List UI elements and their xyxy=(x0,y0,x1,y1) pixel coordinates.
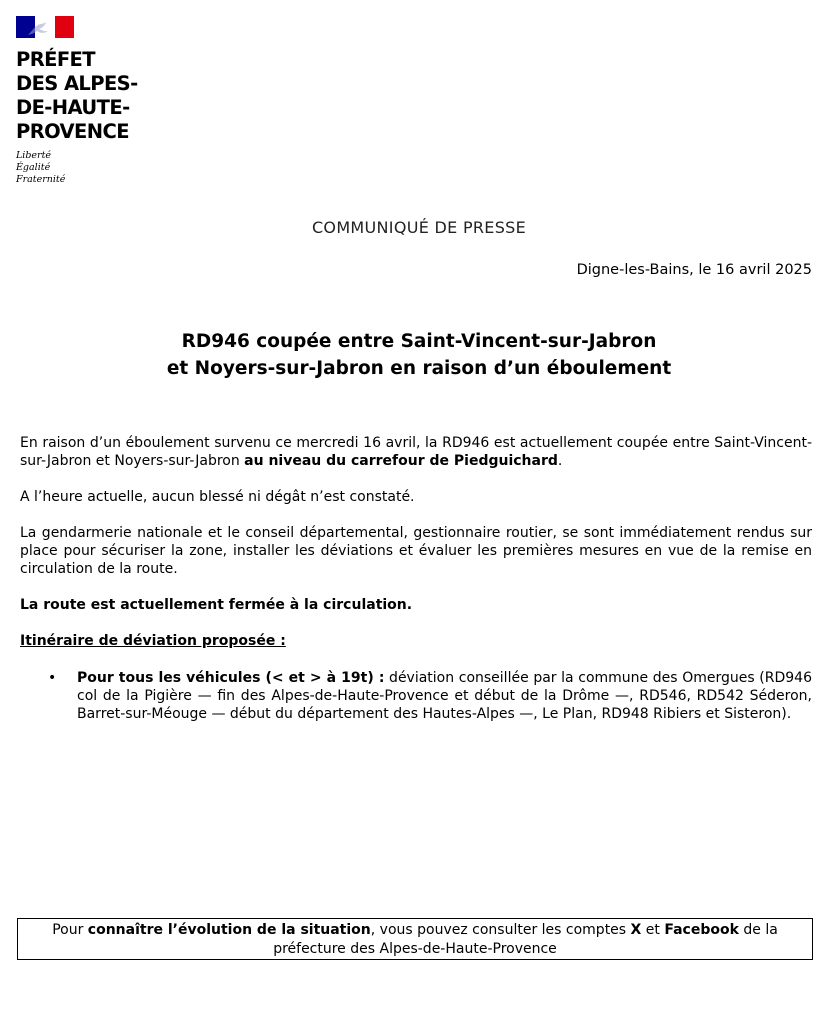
footer-text: et xyxy=(641,922,665,938)
paragraph-incident xyxy=(20,434,812,470)
authority-line: PRÉFET xyxy=(16,48,95,71)
motto-line: Égalité xyxy=(16,162,51,173)
paragraph-incident-end: . xyxy=(557,453,563,469)
authority-line: DES ALPES- xyxy=(16,72,138,95)
document-type: COMMUNIQUÉ DE PRESSE xyxy=(311,218,527,237)
deviation-title: Itinéraire de déviation proposée : xyxy=(20,633,286,649)
paragraph-incident-text: En raison d’un éboulement survenu ce mercredi 16 avril, la RD946 est actuellement coupée entre Saint-Vincent-sur-Jabron et Noyers-sur-Jabron xyxy=(20,435,812,469)
footer-text: , vous pouvez consulter les comptes xyxy=(370,922,631,938)
deviation-vehicles-label: Pour tous les véhicules (< et > à 19t) : xyxy=(77,670,385,686)
list-item xyxy=(20,669,812,723)
paragraph-road-closed: La route est actuellement fermée à la circulation. xyxy=(20,597,413,613)
authority-line: DE-HAUTE- xyxy=(16,96,130,119)
dateline: Digne-les-Bains, le 16 avril 2025 xyxy=(576,262,812,278)
motto-line: Liberté xyxy=(16,150,52,161)
paragraph-response: La gendarmerie nationale et le conseil départemental, gestionnaire routier, se sont immédiatement rendus sur place pour sécuriser la zone, installer les déviations et évaluer les premières mesures en vue de la remise en circulation de la route. xyxy=(20,525,812,577)
press-release-body xyxy=(20,434,812,723)
deviation-route-text: déviation conseillée par la commune des Omergues (RD946 col de la Pigière — fin des Alpes-de-Haute-Provence et début de la Drôme —, RD546, RD542 Séderon, Barret-sur-Méouge — début du département des Hautes-Alpes —, Le Plan, RD948 Ribiers et Sisteron). xyxy=(77,670,812,722)
paragraph-casualties: A l’heure actuelle, aucun blessé ni dégât n’est constaté. xyxy=(20,489,415,505)
headline-line-1: RD946 coupée entre Saint-Vincent-sur-Jabron xyxy=(181,331,657,352)
footer-bold-x: X xyxy=(630,922,642,938)
footer-text: Pour xyxy=(52,922,88,938)
footer-text: de la préfecture des Alpes-de-Haute-Provence xyxy=(273,922,778,957)
footer-info-box xyxy=(17,918,813,960)
motto-line: Fraternité xyxy=(16,174,66,185)
prefecture-logo xyxy=(16,16,156,186)
headline-line-2: et Noyers-sur-Jabron en raison d’un éboulement xyxy=(166,358,672,379)
footer-bold-facebook: Facebook xyxy=(664,922,739,938)
bullet-icon: • xyxy=(48,670,57,686)
authority-line: PROVENCE xyxy=(16,120,129,143)
paragraph-incident-location: au niveau du carrefour de Piedguichard xyxy=(244,453,558,469)
headline xyxy=(0,328,838,382)
deviation-list xyxy=(20,669,812,723)
authority-name xyxy=(16,48,156,144)
footer-bold-situation: connaître l’évolution de la situation xyxy=(87,922,371,938)
marianne-flag-icon xyxy=(16,16,74,38)
republic-motto xyxy=(16,150,156,186)
